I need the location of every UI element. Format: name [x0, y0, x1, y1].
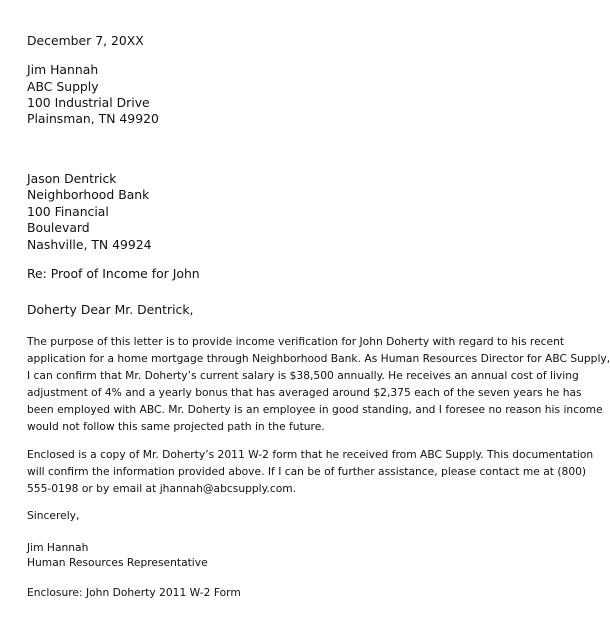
salutation: Doherty Dear Mr. Dentrick,	[27, 302, 194, 317]
letter-date: December 7, 20XX	[27, 33, 144, 48]
recipient-name: Jason Dentrick	[27, 171, 117, 186]
sender-company: ABC Supply	[27, 79, 99, 94]
body-paragraph-1	[27, 333, 610, 435]
recipient-city: Nashville, TN 49924	[27, 237, 152, 252]
paragraph-line: will confirm the information provided above. If I can be of further assistance, please contact me at (800)	[27, 465, 587, 478]
paragraph-line: 555-0198 or by email at jhannah@abcsupply.com.	[27, 482, 297, 495]
subject-line: Re: Proof of Income for John	[27, 266, 200, 281]
paragraph-line: The purpose of this letter is to provide income verification for John Doherty with regard to his recent	[27, 335, 565, 348]
signature-title: Human Resources Representative	[27, 556, 208, 569]
paragraph-line: I can confirm that Mr. Doherty’s current salary is $38,500 annually. He receives an annual cost of living	[27, 369, 579, 382]
paragraph-line: would not follow this same projected path in the future.	[27, 420, 325, 433]
paragraph-line: Enclosed is a copy of Mr. Doherty’s 2011 W-2 form that he received from ABC Supply. This documentation	[27, 448, 594, 461]
recipient-street-line1: 100 Financial	[27, 204, 109, 219]
enclosure-line: Enclosure: John Doherty 2011 W-2 Form	[27, 586, 241, 599]
paragraph-line: been employed with ABC. Mr. Doherty is an employee in good standing, and I foresee no reason his income	[27, 403, 603, 416]
recipient-company: Neighborhood Bank	[27, 187, 150, 202]
paragraph-line: adjustment of 4% and a yearly bonus that has averaged around $2,375 each of the seven years he has	[27, 386, 582, 399]
body-paragraph-2	[27, 446, 594, 497]
paragraph-line: application for a home mortgage through Neighborhood Bank. As Human Resources Director for ABC Supply,	[27, 352, 610, 365]
sender-name: Jim Hannah	[27, 62, 99, 77]
sender-city: Plainsman, TN 49920	[27, 111, 159, 126]
recipient-street-line2: Boulevard	[27, 220, 90, 235]
sender-street: 100 Industrial Drive	[27, 95, 150, 110]
closing: Sincerely,	[27, 509, 80, 522]
signature-name: Jim Hannah	[27, 541, 89, 554]
